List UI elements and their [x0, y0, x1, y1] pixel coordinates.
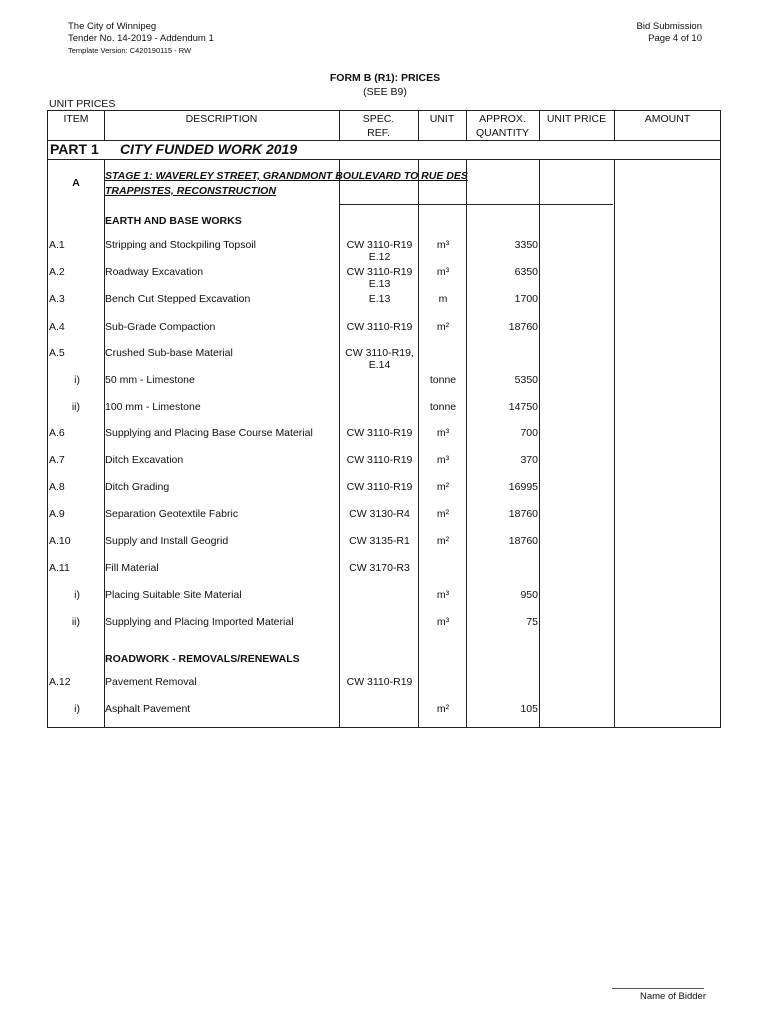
- item-quantity: 6350: [514, 266, 538, 278]
- col-header-unit-price: UNIT PRICE: [546, 113, 607, 125]
- item-spec: E.13: [368, 293, 391, 305]
- col-header-spec-line1: SPEC.: [362, 113, 395, 125]
- item-code: A.8: [49, 481, 65, 493]
- item-code: A.12: [49, 676, 71, 688]
- prices-table: [47, 110, 721, 728]
- item-code: A.7: [49, 454, 65, 466]
- item-description: Crushed Sub-base Material: [105, 347, 233, 359]
- bid-submission-label: Bid Submission: [636, 21, 702, 32]
- item-description: Bench Cut Stepped Excavation: [105, 293, 251, 305]
- item-spec: CW 3110-R19: [346, 481, 413, 493]
- item-description: Fill Material: [105, 562, 159, 574]
- item-quantity: 75: [526, 616, 538, 628]
- item-description: Ditch Grading: [105, 481, 170, 493]
- template-version: Template Version: C420190115 - RW: [68, 46, 192, 55]
- stage-letter: A: [72, 177, 80, 189]
- item-code: ii): [71, 401, 80, 413]
- item-unit: m³: [436, 427, 450, 439]
- item-unit: m³: [436, 454, 450, 466]
- item-description: Roadway Excavation: [105, 266, 204, 278]
- item-code: i): [74, 589, 80, 601]
- item-description: Placing Suitable Site Material: [105, 589, 242, 601]
- col-divider-item: [104, 111, 105, 727]
- part-title: CITY FUNDED WORK 2019: [120, 141, 298, 157]
- item-description: Stripping and Stockpiling Topsoil: [105, 239, 256, 251]
- col-header-spec: [339, 112, 418, 140]
- item-unit: m³: [436, 589, 450, 601]
- item-code: i): [74, 703, 80, 715]
- item-spec: CW 3110-R19: [346, 676, 413, 688]
- item-description: Separation Geotextile Fabric: [105, 508, 239, 520]
- item-description: Sub-Grade Compaction: [105, 321, 216, 333]
- item-quantity: 18760: [508, 535, 538, 547]
- item-spec: CW 3110-R19: [346, 239, 413, 251]
- item-spec: CW 3130-R4: [349, 508, 410, 520]
- item-unit: m³: [436, 266, 450, 278]
- item-quantity: 105: [520, 703, 538, 715]
- unit-prices-label: UNIT PRICES: [49, 98, 116, 110]
- item-spec: CW 3110-R19: [346, 454, 413, 466]
- part-number: PART 1: [50, 141, 99, 157]
- stage-title-line1: STAGE 1: WAVERLEY STREET, GRANDMONT BOULEVARD TO RUE DES: [105, 170, 468, 182]
- page-number: Page 4 of 10: [648, 33, 702, 44]
- item-code: A.5: [49, 347, 65, 359]
- part-band-bottom-line: [48, 159, 720, 160]
- item-code: A.1: [49, 239, 65, 251]
- item-unit: m²: [436, 535, 450, 547]
- stage-title: [105, 169, 468, 199]
- form-title: FORM B (R1): PRICES: [329, 72, 441, 84]
- page-header-left: [68, 21, 214, 57]
- item-spec: CW 3110-R19,: [345, 347, 414, 359]
- item-spec: CW 3110-R19: [346, 321, 413, 333]
- item-unit: m²: [436, 508, 450, 520]
- item-description: 50 mm - Limestone: [105, 374, 195, 386]
- item-quantity: 370: [520, 454, 538, 466]
- stage-bottom-line: [339, 204, 613, 205]
- item-code: A.2: [49, 266, 65, 278]
- item-spec: CW 3135-R1: [349, 535, 410, 547]
- name-of-bidder-label: Name of Bidder: [640, 991, 707, 1002]
- item-unit: m³: [436, 239, 450, 251]
- col-header-unit: UNIT: [429, 113, 455, 125]
- col-header-qty-line1: APPROX.: [479, 113, 526, 125]
- item-description: Asphalt Pavement: [105, 703, 191, 715]
- col-header-spec-line2: REF.: [367, 127, 390, 139]
- item-description: Ditch Excavation: [105, 454, 184, 466]
- item-description: Pavement Removal: [105, 676, 197, 688]
- col-header-qty-line2: QUANTITY: [475, 127, 530, 139]
- item-quantity: 14750: [508, 401, 538, 413]
- item-unit: tonne: [429, 374, 457, 386]
- item-unit: m: [438, 293, 448, 305]
- item-code: A.11: [49, 562, 70, 574]
- item-spec-extra: E.13: [368, 278, 391, 290]
- item-quantity: 3350: [514, 239, 538, 251]
- item-unit: m²: [436, 703, 450, 715]
- item-unit: tonne: [429, 401, 457, 413]
- item-quantity: 700: [520, 427, 538, 439]
- item-quantity: 18760: [508, 321, 538, 333]
- col-divider-unit-price: [614, 111, 615, 727]
- col-header-description: DESCRIPTION: [185, 113, 258, 125]
- item-spec-extra: E.12: [368, 251, 391, 263]
- section-earth-works: EARTH AND BASE WORKS: [105, 215, 242, 227]
- item-description: 100 mm - Limestone: [105, 401, 201, 413]
- item-unit: m²: [436, 321, 450, 333]
- item-unit: m²: [436, 481, 450, 493]
- item-quantity: 16995: [508, 481, 538, 493]
- item-code: A.4: [49, 321, 65, 333]
- item-code: i): [74, 374, 80, 386]
- item-code: A.10: [49, 535, 71, 547]
- col-header-quantity: [466, 112, 539, 140]
- item-code: A.6: [49, 427, 65, 439]
- item-spec-extra: E.14: [368, 359, 391, 371]
- item-description: Supplying and Placing Imported Material: [105, 616, 294, 628]
- col-header-amount: AMOUNT: [644, 113, 691, 125]
- item-code: ii): [71, 616, 80, 628]
- item-unit: m³: [436, 616, 450, 628]
- item-quantity: 1700: [514, 293, 538, 305]
- item-description: Supply and Install Geogrid: [105, 535, 229, 547]
- item-quantity: 950: [520, 589, 538, 601]
- col-header-item: ITEM: [63, 113, 89, 125]
- item-code: A.3: [49, 293, 65, 305]
- section-roadwork: ROADWORK - REMOVALS/RENEWALS: [105, 653, 300, 665]
- form-subtitle: (SEE B9): [363, 86, 407, 98]
- form-title-block: [0, 71, 770, 99]
- page-header-right: [637, 21, 702, 45]
- item-code: A.9: [49, 508, 65, 520]
- item-quantity: 18760: [508, 508, 538, 520]
- item-quantity: 5350: [514, 374, 538, 386]
- item-spec: CW 3170-R3: [349, 562, 410, 574]
- item-spec: CW 3110-R19: [346, 266, 413, 278]
- stage-title-line2: TRAPPISTES, RECONSTRUCTION: [105, 185, 276, 197]
- item-description: Supplying and Placing Base Course Material: [105, 427, 313, 439]
- tender-number: Tender No. 14-2019 - Addendum 1: [68, 33, 214, 44]
- signature-line: [612, 988, 704, 989]
- item-spec: CW 3110-R19: [346, 427, 413, 439]
- city-name: The City of Winnipeg: [68, 21, 157, 32]
